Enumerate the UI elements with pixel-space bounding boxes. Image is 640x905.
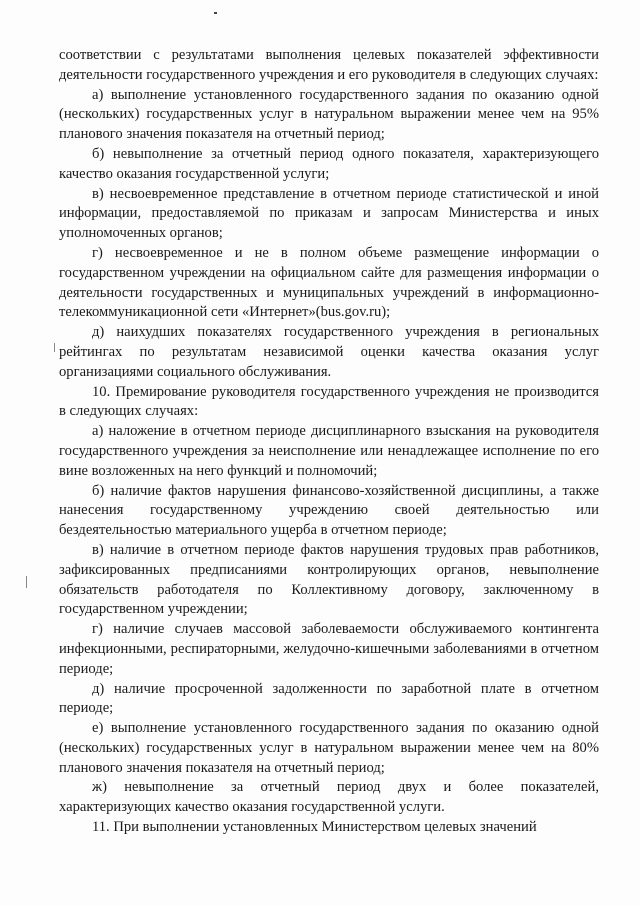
paragraph-item-b: б) невыполнение за отчетный период одного показателя, характеризующего качество оказания государственной услуги; — [59, 145, 599, 182]
paragraph-item-d: д) наличие просроченной задолженности по заработной плате в отчетном периоде; — [59, 680, 599, 717]
scan-dot — [214, 12, 217, 14]
paragraph-item-g: г) наличие случаев массовой заболеваемости обслуживаемого контингента инфекционными, респираторными, желудочно-кишечными заболеваниями в отчетном периоде; — [59, 621, 599, 677]
paragraph-section-10: 10. Премирование руководителя государственного учреждения не производится в следующих случаях: — [59, 383, 599, 420]
paragraph-item-e: е) выполнение установленного государственного задания по оказанию одной (нескольких) государственных услуг в натуральном выражении менее чем на 80% планового значения показателя на отчетный период; — [59, 720, 599, 776]
scan-mark — [54, 343, 55, 352]
paragraph-item-a: а) выполнение установленного государственного задания по оказанию одной (нескольких) государственных услуг в натуральном выражении менее чем на 95% планового значения показателя на отчетный период; — [59, 86, 599, 143]
paragraph-item-g: г) несвоевременное и не в полном объеме размещение информации о государственном учреждении на официальном сайте для размещения информации о деятельности государственных и муниципальных учреждений в информационно-телекоммуникационной сети «Интернет»(bus.gov.ru); — [59, 244, 599, 321]
paragraph-intro: соответствии с результатами выполнения целевых показателей эффективности деятельности государственного учреждения и его руководителя в следующих случаях: — [59, 47, 599, 83]
scan-mark — [26, 576, 27, 588]
paragraph-item-zh: ж) невыполнение за отчетный период двух и более показателей, характеризующих качество оказания государственной услуги. — [59, 779, 599, 816]
paragraph-item-v: в) наличие в отчетном периоде фактов нарушения трудовых прав работников, зафиксированных предписаниями контролирующих органов, невыполнение обязательств работодателя по Коллективному договору, заключенному в государственном учреждении; — [59, 541, 599, 618]
paragraph-item-a: а) наложение в отчетном периоде дисциплинарного взыскания на руководителя государственного учреждения за неисполнение или ненадлежащее исполнение по его вине возложенных на него функций и полномочий; — [59, 423, 599, 479]
paragraph-section-11: 11. При выполнении установленных Министерством целевых значений — [92, 819, 537, 836]
paragraph-item-b: б) наличие фактов нарушения финансово-хозяйственной дисциплины, а также нанесения государственному учреждению своей деятельностью или бездеятельностью материального ущерба в отчетном периоде; — [59, 482, 599, 539]
paragraph-item-v: в) несвоевременное представление в отчетном периоде статистической и иной информации, предоставляемой по приказам и запросам Министерства и иных уполномоченных органов; — [59, 185, 599, 242]
document-body — [59, 46, 599, 838]
paragraph-item-d: д) наихудших показателях государственного учреждения в региональных рейтингах по результатам независимой оценки качества оказания услуг организациями социального обслуживания. — [59, 324, 599, 380]
